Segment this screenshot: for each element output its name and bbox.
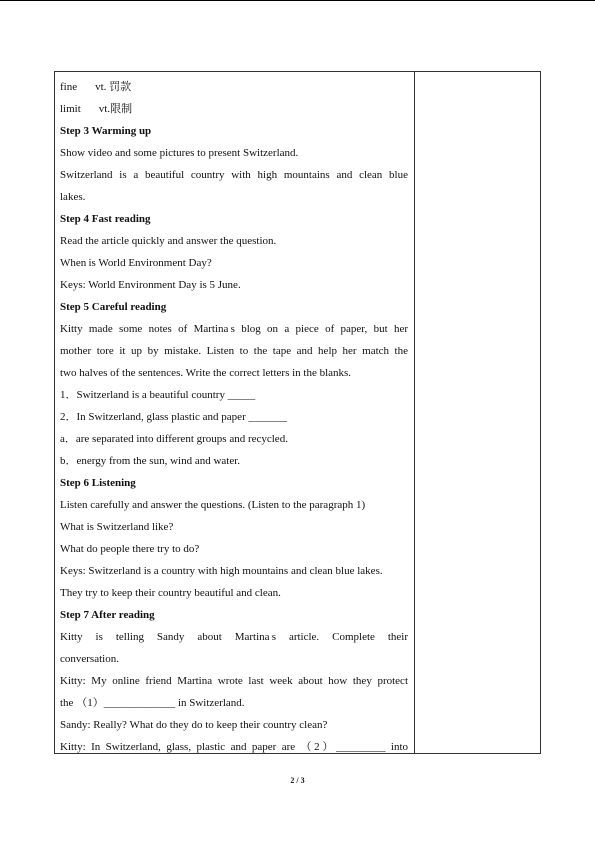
text-line: What do people there try to do?	[60, 543, 200, 555]
text-line: Keys: World Environment Day is 5 June.	[60, 279, 241, 291]
step-heading: Step 7 After reading	[60, 609, 155, 621]
text-line: b．energy from the sun, wind and water.	[60, 455, 241, 467]
text-line: Kitty made some notes of Martina s blog on a piece of paper, but her	[60, 323, 408, 335]
vocab-pos: vt.	[98, 103, 111, 115]
text-line: Switzerland is a beautiful country with high mountains and clean blue	[60, 169, 408, 181]
lesson-table	[54, 71, 541, 754]
text-line: mother tore it up by mistake. Listen to the tape and help her match the	[60, 345, 408, 357]
header-rule	[0, 0, 595, 1]
text-line: Kitty: My online friend Martina wrote last week about how they protect	[60, 675, 408, 687]
lesson-content	[60, 76, 408, 758]
page-number: 2 / 3	[290, 776, 305, 785]
text-line: 2．In Switzerland, glass plastic and paper _______	[60, 411, 287, 423]
text-line: Keys: Switzerland is a country with high mountains and clean blue lakes.	[60, 565, 383, 577]
vocab-meaning: 罚款	[109, 81, 132, 93]
text-line: Listen carefully and answer the questions. (Listen to the paragraph 1)	[60, 499, 366, 511]
text-line: Kitty is telling Sandy about Martina s article. Complete their	[60, 631, 408, 643]
text-line: They try to keep their country beautiful and clean.	[60, 587, 281, 599]
vocab-row	[60, 98, 408, 120]
step-heading: Step 3 Warming up	[60, 125, 152, 137]
text-line: conversation.	[60, 653, 119, 665]
vocab-pos: vt.	[95, 81, 107, 93]
text-line: Kitty: In Switzerland, glass, plastic and paper are （2）_________ into	[60, 741, 408, 753]
text-line: 1．Switzerland is a beautiful country _____	[60, 389, 256, 401]
text-line: the （1）_____________ in Switzerland.	[60, 697, 245, 709]
vocab-word: fine	[60, 81, 78, 93]
text-line: When is World Environment Day?	[60, 257, 212, 269]
text-line: two halves of the sentences. Write the correct letters in the blanks.	[60, 367, 352, 379]
step-heading: Step 6 Listening	[60, 477, 136, 489]
step-heading: Step 4 Fast reading	[60, 213, 151, 225]
text-line: What is Switzerland like?	[60, 521, 174, 533]
text-line: Show video and some pictures to present Switzerland.	[60, 147, 299, 159]
text-line: Read the article quickly and answer the question.	[60, 235, 277, 247]
text-line: Sandy: Really? What do they do to keep their country clean?	[60, 719, 328, 731]
vocab-row	[60, 76, 408, 98]
step-heading: Step 5 Careful reading	[60, 301, 167, 313]
vocab-word: limit	[60, 103, 81, 115]
text-line: lakes.	[60, 191, 86, 203]
vocab-meaning: 限制	[110, 103, 133, 115]
column-divider	[414, 72, 415, 753]
text-line: a．are separated into different groups and recycled.	[60, 433, 288, 445]
